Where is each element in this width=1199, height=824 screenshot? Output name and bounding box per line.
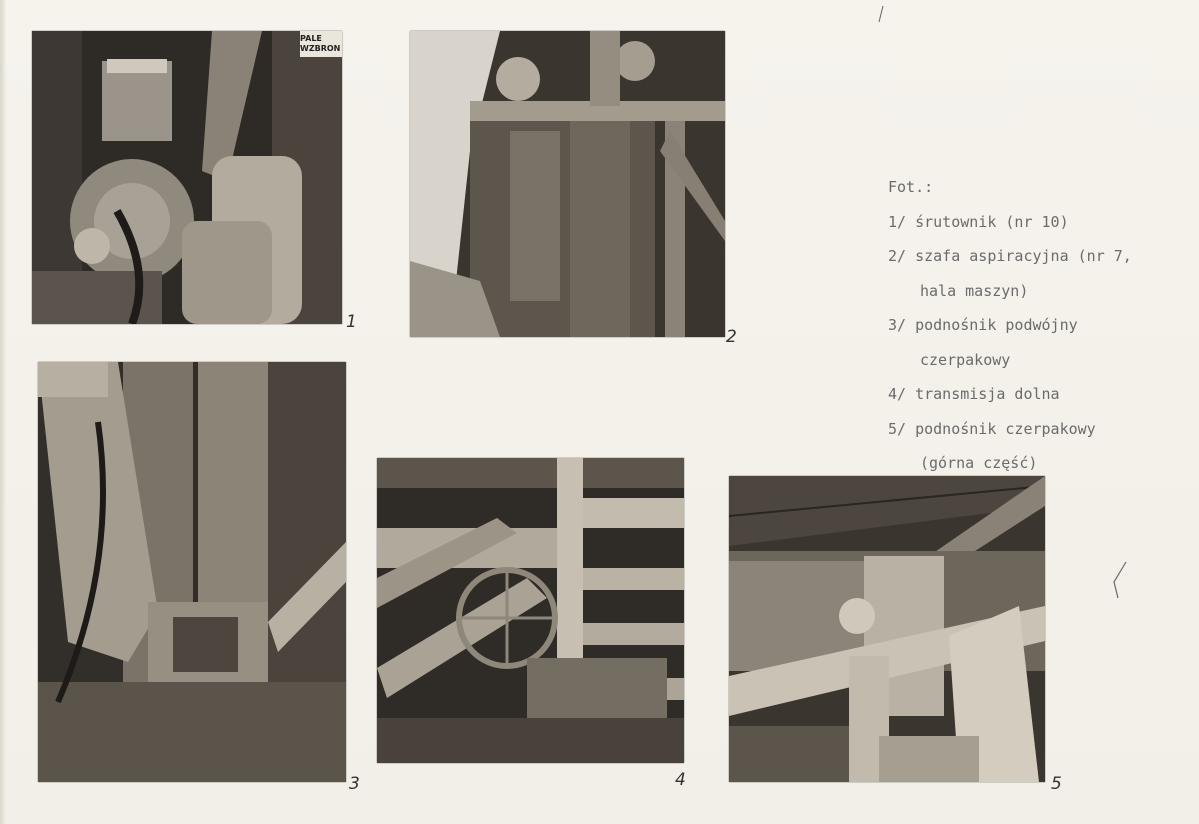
- photo-1-grist-mill: [32, 31, 342, 324]
- page-edge: [0, 0, 6, 824]
- photo-4-lower-transmission: [377, 458, 684, 763]
- photo-number-4: 4: [675, 770, 686, 790]
- photo-number-5: 5: [1051, 774, 1062, 794]
- photo-number-3: 3: [349, 774, 360, 794]
- photo-2-aspiration-cabinet: [410, 31, 725, 337]
- caption-line-1: 1/ śrutownik (nr 10): [888, 212, 1069, 231]
- warning-sign: PALE WZBRON: [300, 34, 341, 53]
- caption-line-7: 5/ podnośnik czerpakowy: [888, 419, 1096, 438]
- caption-line-3: hala maszyn): [920, 281, 1029, 300]
- caption-line-6: 4/ transmisja dolna: [888, 385, 1060, 403]
- pencil-mark-right: [1108, 560, 1130, 600]
- caption-line-5: czerpakowy: [920, 350, 1011, 369]
- photo-captions: [888, 176, 1188, 487]
- caption-line-4: 3/ podnośnik podwójny: [888, 316, 1078, 334]
- caption-line-8: (górna część): [920, 454, 1038, 472]
- pencil-mark-top: [876, 4, 886, 24]
- photo-3-double-bucket-elevator: [38, 362, 346, 782]
- photo-number-2: 2: [726, 327, 737, 347]
- photo-5-bucket-elevator-top: [729, 476, 1045, 782]
- photo-number-1: 1: [346, 312, 357, 332]
- caption-line-2: 2/ szafa aspiracyjna (nr 7,: [888, 247, 1132, 265]
- caption-heading: Fot.:: [888, 178, 934, 196]
